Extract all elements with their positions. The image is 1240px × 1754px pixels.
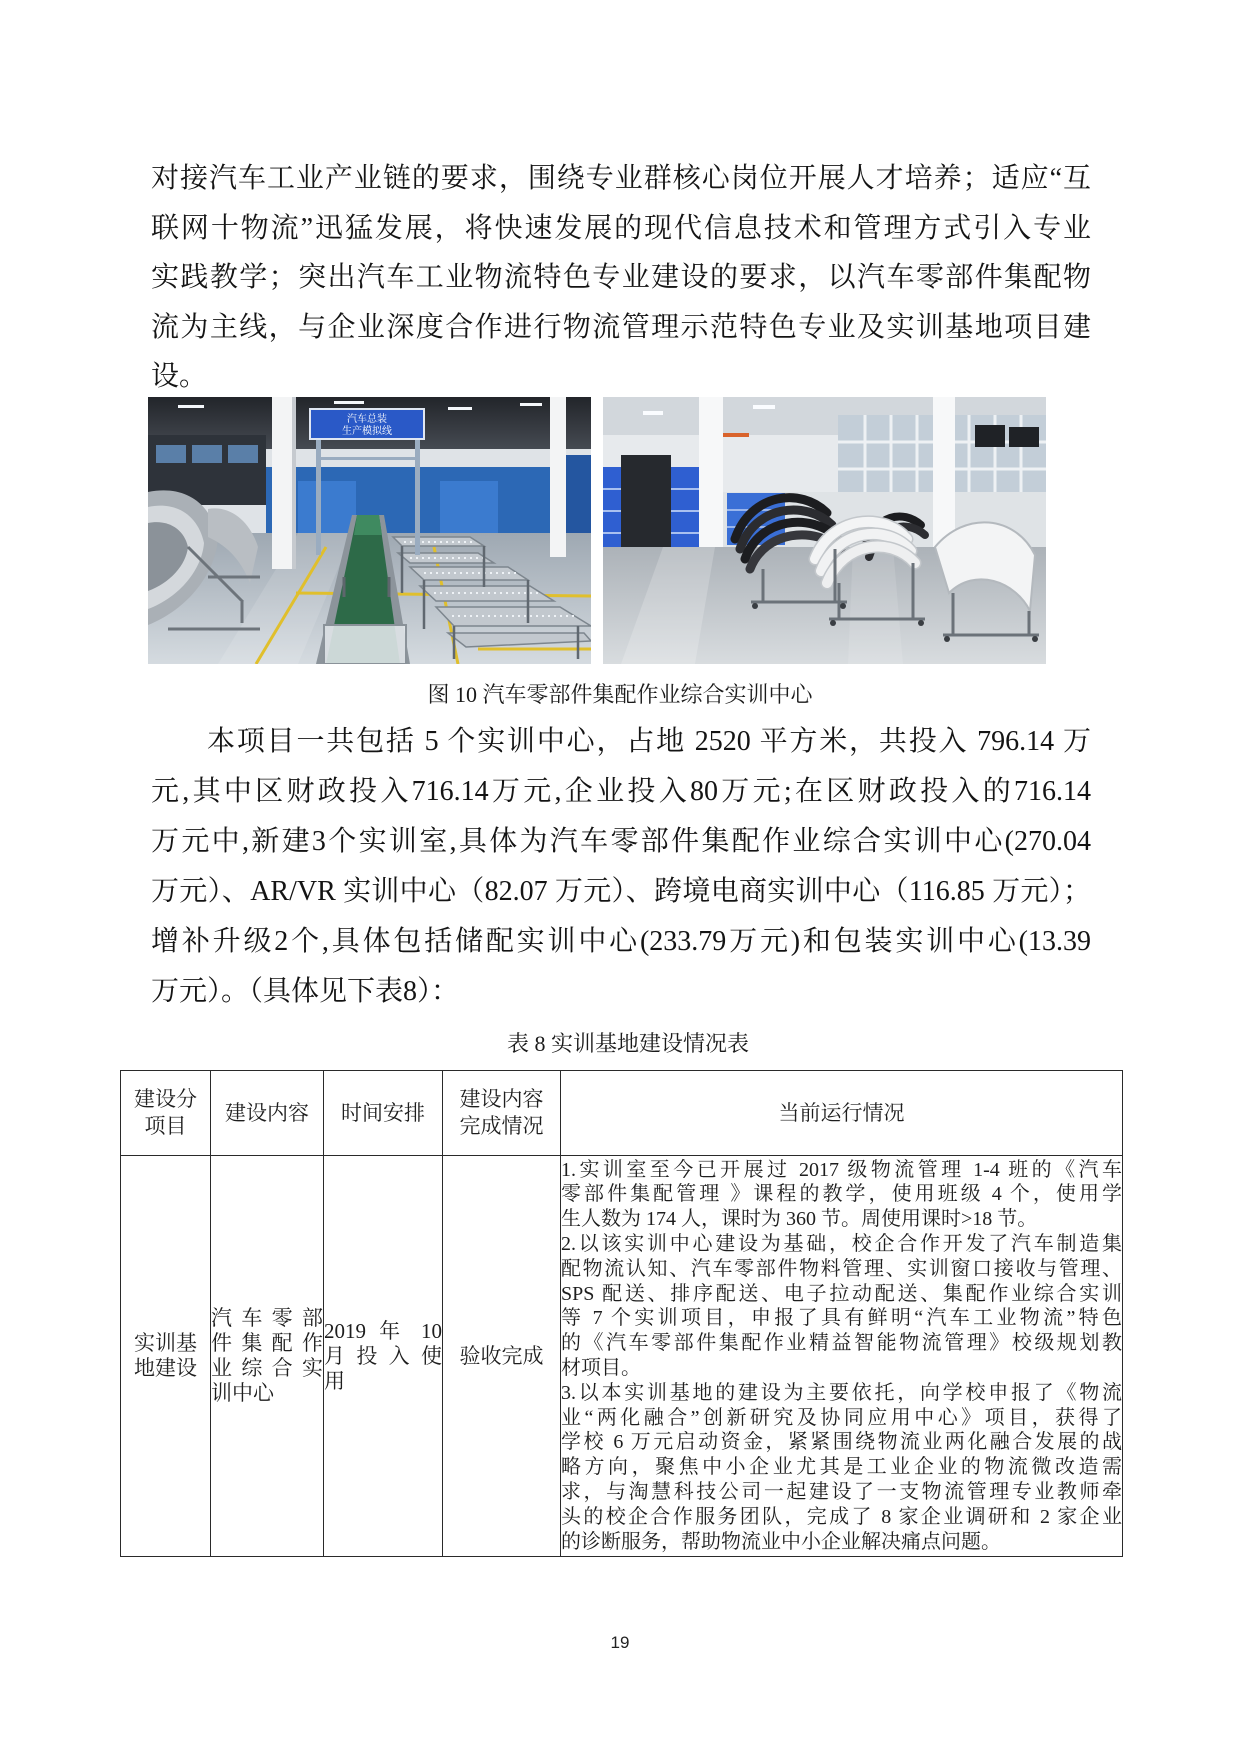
header-text: 建设内容 bbox=[459, 1087, 544, 1111]
status-line: 材项目。 bbox=[561, 1357, 641, 1379]
status-line: 1.实训室至今已开展过 2017 级物流管理 1-4 班的《汽车 bbox=[561, 1158, 1122, 1181]
header-cell-category bbox=[121, 1071, 211, 1156]
monitor bbox=[1009, 427, 1039, 447]
cell-text: 件集配作 bbox=[211, 1331, 323, 1355]
page-number: 19 bbox=[610, 1633, 630, 1652]
cell-status bbox=[561, 1156, 1123, 1557]
header-text: 完成情况 bbox=[459, 1114, 544, 1138]
cell-text: 用 bbox=[324, 1368, 345, 1393]
paragraph-line: 万元）、AR/VR 实训中心（82.07 万元）、跨境电商实训中心（116.85 万元）； bbox=[151, 876, 1091, 907]
bumper-workstation-illustration bbox=[603, 397, 1046, 664]
paragraph-line: 联网十物流”迅猛发展，将快速发展的现代信息技术和管理方式引入专业 bbox=[151, 212, 1091, 244]
paragraph-line: 元,其中区财政投入716.14万元,企业投入80万元;在区财政投入的716.14 bbox=[151, 776, 1091, 807]
status-line: SPS 配送、排序配送、电子拉动配送、集配作业综合实训 bbox=[561, 1282, 1122, 1305]
status-line: 略方向，聚焦中小企业尤其是工业企业的物流微改造需 bbox=[561, 1456, 1122, 1479]
status-line: 的诊断服务，帮助物流业中小企业解决痛点问题。 bbox=[561, 1530, 1001, 1553]
monitor bbox=[975, 425, 1005, 447]
header-cell-completion bbox=[443, 1071, 561, 1156]
cell-text: 实训基 bbox=[134, 1331, 197, 1355]
construction-table bbox=[120, 1070, 1123, 1557]
paragraph-line: 实践教学；突出汽车工业物流特色专业建设的要求，以汽车零部件集配物 bbox=[151, 262, 1091, 293]
table-header-row bbox=[121, 1071, 1123, 1156]
table-row bbox=[121, 1156, 1123, 1557]
status-line: 的《汽车零部件集配作业精益智能物流管理》校级规划教 bbox=[561, 1332, 1122, 1355]
header-text: 项目 bbox=[144, 1114, 187, 1138]
status-line: 生人数为 174 人，课时为 360 节。周使用课时>18 节。 bbox=[561, 1208, 1038, 1231]
paragraph-line: 本项目一共包括 5 个实训中心，占地 2520 平方米，共投入 796.14 万 bbox=[207, 726, 1091, 757]
paragraph-line: 流为主线，与企业深度合作进行物流管理示范特色专业及实训基地项目建 bbox=[151, 311, 1091, 343]
header-text: 当前运行情况 bbox=[778, 1100, 905, 1125]
assembly-line-photo bbox=[148, 397, 591, 664]
cell-schedule bbox=[324, 1156, 443, 1557]
sign-line: 汽车总装 bbox=[347, 414, 387, 425]
paragraph-line: 增补升级2个,具体包括储配实训中心(233.79万元)和包装实训中心(13.39 bbox=[151, 926, 1091, 957]
cell-text: 业综合实 bbox=[211, 1356, 323, 1380]
cell-text: 2019 年 10 bbox=[324, 1318, 442, 1343]
header-text: 时间安排 bbox=[341, 1100, 425, 1125]
cell-text: 验收完成 bbox=[459, 1343, 544, 1368]
paragraph-line: 万元）。（具体见下表8）： bbox=[151, 976, 460, 1007]
cell-category bbox=[121, 1156, 211, 1557]
header-cell-content bbox=[211, 1071, 324, 1156]
figure-caption: 图 10 汽车零部件集配作业综合实训中心 bbox=[427, 682, 813, 707]
cell-text: 月投入使 bbox=[324, 1343, 442, 1368]
paragraph-line: 万元中,新建3个实训室,具体为汽车零部件集配作业综合实训中心(270.04 bbox=[151, 826, 1091, 857]
status-line: 头的校企合作服务团队，完成了 8 家企业调研和 2 家企业 bbox=[561, 1505, 1122, 1528]
status-line: 配物流认知、汽车零部件物料管理、实训窗口接收与管理、 bbox=[561, 1257, 1122, 1280]
status-line: 2.以该实训中心建设为基础，校企合作开发了汽车制造集 bbox=[561, 1233, 1122, 1256]
table-title: 表 8 实训基地建设情况表 bbox=[507, 1031, 750, 1056]
status-line: 求，与淘慧科技公司一起建设了一支物流管理专业教师牵 bbox=[561, 1480, 1122, 1503]
status-line: 等 7 个实训项目，申报了具有鲜明“汽车工业物流”特色 bbox=[561, 1307, 1122, 1330]
paragraph-line: 对接汽车工业产业链的要求，围绕专业群核心岗位开展人才培养；适应“互 bbox=[151, 163, 1091, 194]
cell-completion bbox=[443, 1156, 561, 1557]
bumper-workstation-photo bbox=[603, 397, 1046, 664]
body-paragraph bbox=[151, 717, 1091, 1017]
assembly-line-illustration bbox=[148, 397, 591, 664]
status-line: 学校 6 万元启动资金，紧紧围绕物流业两化融合发展的战 bbox=[561, 1431, 1122, 1454]
status-line: 3.以本实训基地的建设为主要依托，向学校申报了《物流 bbox=[561, 1381, 1122, 1404]
sign-line: 生产模拟线 bbox=[342, 426, 392, 437]
body-paragraph bbox=[151, 154, 1091, 402]
status-line: 零部件集配管理 》课程的教学，使用班级 4 个，使用学 bbox=[561, 1183, 1122, 1206]
cell-content bbox=[211, 1156, 324, 1557]
cell-text: 训中心 bbox=[211, 1381, 274, 1405]
header-text: 建设内容 bbox=[225, 1100, 309, 1125]
cell-text: 汽车零部 bbox=[211, 1306, 323, 1330]
cell-text: 地建设 bbox=[134, 1356, 197, 1380]
header-cell-status bbox=[561, 1071, 1123, 1156]
paragraph-line: 设。 bbox=[151, 361, 208, 392]
status-line: 业“两化融合”创新研究及协同应用中心》项目，获得了 bbox=[561, 1406, 1122, 1429]
header-cell-schedule bbox=[324, 1071, 443, 1156]
header-text: 建设分 bbox=[134, 1087, 197, 1111]
